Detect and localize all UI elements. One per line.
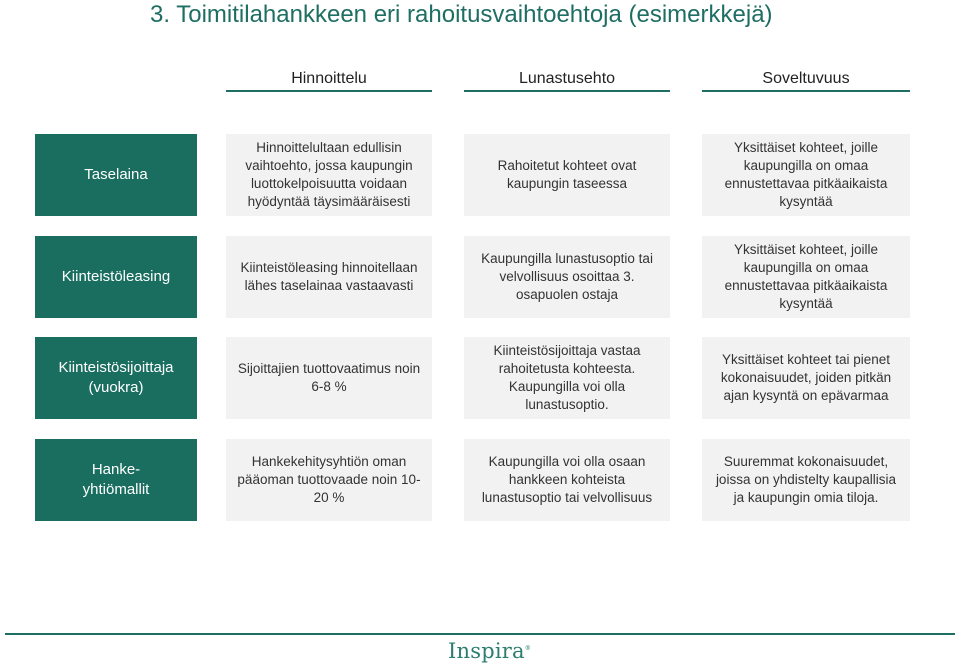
row-label-hankeyhtiomallit: Hanke- yhtiömallit: [35, 439, 197, 521]
cell-redemption: Kaupungilla voi olla osaan hankkeen kohteista lunastusoptio tai velvollisuus: [464, 439, 670, 521]
logo-text: Inspira: [448, 639, 525, 663]
footer-divider: [5, 633, 955, 635]
inspira-logo: [448, 639, 531, 663]
cell-redemption: Kaupungilla lunastusoptio tai velvollisuus osoittaa 3. osapuolen ostaja: [464, 236, 670, 318]
cell-pricing: Hankekehitysyhtiön oman pääoman tuottovaade noin 10- 20 %: [226, 439, 432, 521]
cell-suitability: Yksittäiset kohteet, joille kaupungilla on omaa ennustettavaa pitkäaikaista kysyntää: [702, 134, 910, 216]
logo-mark: ®: [524, 645, 531, 652]
cell-redemption: Rahoitetut kohteet ovat kaupungin taseessa: [464, 134, 670, 216]
cell-pricing: Kiinteistöleasing hinnoitellaan lähes taselainaa vastaavasti: [226, 236, 432, 318]
column-header-pricing: Hinnoittelu: [226, 68, 432, 92]
cell-suitability: Suuremmat kokonaisuudet, joissa on yhdistelty kaupallisia ja kaupungin omia tiloja.: [702, 439, 910, 521]
page-title: 3. Toimitilahankkeen eri rahoitusvaihtoehtoja (esimerkkejä): [150, 1, 773, 28]
column-header-suitability: Soveltuvuus: [702, 68, 910, 92]
row-label-kiinteistoleasing: Kiinteistöleasing: [35, 236, 197, 318]
row-label-kiinteistosijoittaja: Kiinteistösijoittaja (vuokra): [35, 337, 197, 419]
row-label-taselaina: Taselaina: [35, 134, 197, 216]
cell-pricing: Sijoittajien tuottovaatimus noin 6-8 %: [226, 337, 432, 419]
cell-suitability: Yksittäiset kohteet tai pienet kokonaisuudet, joiden pitkän ajan kysyntä on epävarmaa: [702, 337, 910, 419]
cell-redemption: Kiinteistösijoittaja vastaa rahoitetusta kohteesta. Kaupungilla voi olla lunastusoptio.: [464, 337, 670, 419]
column-header-redemption: Lunastusehto: [464, 68, 670, 92]
cell-suitability: Yksittäiset kohteet, joille kaupungilla on omaa ennustettavaa pitkäaikaista kysyntää: [702, 236, 910, 318]
cell-pricing: Hinnoittelultaan edullisin vaihtoehto, jossa kaupungin luottokelpoisuutta voidaan hyödyntää täysimääräisesti: [226, 134, 432, 216]
